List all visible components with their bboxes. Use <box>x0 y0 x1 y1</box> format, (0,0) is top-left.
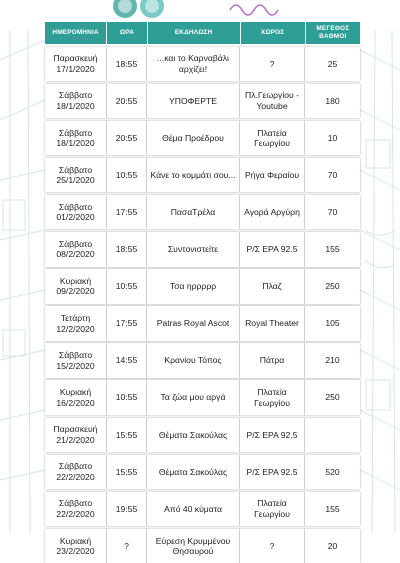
cell-event: ΠασαΤρέλα <box>147 195 240 230</box>
table-header <box>45 22 360 44</box>
table-row <box>45 269 360 304</box>
cell-day-name: Σάββατο <box>58 461 93 472</box>
cell-venue: Ρήγα Φεραίου <box>240 158 305 193</box>
cell-size: 155 <box>325 503 340 514</box>
cell-date-value: 22/2/2020 <box>56 508 95 519</box>
cell-time: 10:55 <box>107 158 147 193</box>
cell-day-name: Σάββατο <box>58 164 93 175</box>
cell-day-name: Κυριακή <box>59 275 92 286</box>
cell-date <box>45 232 107 267</box>
table-row <box>45 232 360 267</box>
cell-day-name: Παρασκευή <box>53 424 98 435</box>
cell-day-name: Σάββατο <box>58 90 93 101</box>
cell-size: 20 <box>327 540 338 551</box>
cell-date-value: 23/2/2020 <box>56 546 95 557</box>
cell-venue: Ρ/Σ ΕΡΑ 92.5 <box>240 418 305 453</box>
cell-date <box>45 418 107 453</box>
cell-date-value: 17/1/2020 <box>56 63 95 74</box>
cell-event: Θέματα Σακούλας <box>147 455 240 490</box>
cell-size: 210 <box>325 355 340 366</box>
cell-date <box>45 492 107 527</box>
cell-date-value: 18/1/2020 <box>56 138 95 149</box>
cell-date <box>45 529 107 563</box>
cell-time: 10:55 <box>107 269 147 304</box>
cell-time: 14:55 <box>107 343 147 378</box>
cell-time: 15:55 <box>107 455 147 490</box>
cell-event: ...και το Καρναβάλι αρχίζει! <box>147 47 240 82</box>
cell-event: Patras Royal Ascot <box>147 306 240 341</box>
cell-size: 70 <box>327 169 338 180</box>
cell-day-name: Σάββατο <box>58 127 93 138</box>
header-size: ΜΕΓΕΘΟΣ ΒΑΘΜΟΙ <box>316 25 350 40</box>
cell-event: Τσα ηρρρρρ <box>147 269 240 304</box>
cell-time: 18:55 <box>107 47 147 82</box>
cell-event: Θέμα Προέδρου <box>147 121 240 156</box>
cell-size: 155 <box>325 244 340 255</box>
cell-date-value: 15/2/2020 <box>56 360 95 371</box>
cell-size: 180 <box>325 95 340 106</box>
cell-day-name: Σάββατο <box>58 238 93 249</box>
cell-date <box>45 269 107 304</box>
cell-date <box>45 455 107 490</box>
table-row <box>45 121 360 156</box>
cell-venue: Αγορά Αργύρη <box>240 195 305 230</box>
cell-venue: Πλαζ <box>240 269 305 304</box>
cell-day-name: Σάββατο <box>58 201 93 212</box>
cell-event: Από 40 κύματα <box>147 492 240 527</box>
table-row <box>45 343 360 378</box>
cell-date-value: 22/2/2020 <box>56 471 95 482</box>
table-row <box>45 492 360 527</box>
cell-date-value: 01/2/2020 <box>56 212 95 223</box>
table-row <box>45 158 360 193</box>
header-venue: ΧΩΡΟΣ <box>241 22 306 44</box>
cell-day-name: Κυριακή <box>59 387 92 398</box>
cell-time: 17:55 <box>107 306 147 341</box>
cell-venue: Πλατεία Γεωργίου <box>240 492 305 527</box>
cell-time: 17:55 <box>107 195 147 230</box>
cell-date-value: 21/2/2020 <box>56 434 95 445</box>
cell-date-value: 25/1/2020 <box>56 175 95 186</box>
cell-date <box>45 84 107 119</box>
cell-date <box>45 158 107 193</box>
table-row <box>45 195 360 230</box>
table-row <box>45 84 360 119</box>
cell-date <box>45 195 107 230</box>
cell-time: 18:55 <box>107 232 147 267</box>
cell-day-name: Παρασκευή <box>53 53 98 64</box>
cell-event: Εύρεση Κρυμμένου Θησαυρού <box>147 529 240 563</box>
cell-time: 19:55 <box>107 492 147 527</box>
header-date: ΗΜΕΡΟΜΗΝΙΑ <box>45 22 107 44</box>
cell-size: 250 <box>325 281 340 292</box>
cell-venue: Πάτρα <box>240 343 305 378</box>
cell-venue: ? <box>240 529 305 563</box>
signature-scribble <box>230 5 278 15</box>
cell-event: Συντονιστείτε <box>147 232 240 267</box>
cell-size: 70 <box>327 206 338 217</box>
cell-size: 105 <box>325 318 340 329</box>
cell-event: Θέματα Σακούλας <box>147 418 240 453</box>
table-row <box>45 47 360 82</box>
cell-size: 250 <box>325 392 340 403</box>
cell-date <box>45 343 107 378</box>
cell-time: 15:55 <box>107 418 147 453</box>
cell-venue: Πλατεία Γεωργίου <box>240 121 305 156</box>
cell-day-name: Κυριακή <box>59 535 92 546</box>
table-row <box>45 306 360 341</box>
cell-venue: ? <box>240 47 305 82</box>
cell-time: ? <box>107 529 147 563</box>
cell-date-value: 09/2/2020 <box>56 286 95 297</box>
header-time: ΩΡΑ <box>107 22 147 44</box>
cell-date-value: 08/2/2020 <box>56 249 95 260</box>
cell-size: 10 <box>327 132 338 143</box>
cell-event: Κρανίου Τόπος <box>147 343 240 378</box>
cell-time: 20:55 <box>107 121 147 156</box>
table-row <box>45 455 360 490</box>
table-row <box>45 418 360 453</box>
cell-event: ΥΠΟΦΕΡΤΕ <box>147 84 240 119</box>
cell-date <box>45 47 107 82</box>
table-body <box>45 44 360 563</box>
cell-event: Κάνε το κομμάτι σου... <box>147 158 240 193</box>
header-event: ΕΚΔΗΛΩΣΗ <box>148 22 241 44</box>
cell-venue: Πλατεία Γεωργίου <box>240 380 305 415</box>
cell-time: 20:55 <box>107 84 147 119</box>
cell-event: Τα ζώα μου αργά <box>147 380 240 415</box>
cell-size <box>305 418 360 453</box>
cell-venue: Ρ/Σ ΕΡΑ 92.5 <box>240 232 305 267</box>
cell-time: 10:55 <box>107 380 147 415</box>
cell-date-value: 16/2/2020 <box>56 397 95 408</box>
table-row <box>45 380 360 415</box>
header-decoration <box>0 0 400 22</box>
cell-size: 520 <box>325 466 340 477</box>
cell-venue: Ρ/Σ ΕΡΑ 92.5 <box>240 455 305 490</box>
cell-date-value: 18/1/2020 <box>56 100 95 111</box>
cell-size: 25 <box>327 58 338 69</box>
cell-date <box>45 306 107 341</box>
cell-date <box>45 380 107 415</box>
cell-venue: Royal Theater <box>240 306 305 341</box>
cell-day-name: Σάββατο <box>58 350 93 361</box>
cell-venue: Πλ.Γεωργίου - Youtube <box>240 84 305 119</box>
schedule-table <box>45 22 360 563</box>
cell-day-name: Σάββατο <box>58 498 93 509</box>
cell-date-value: 12/2/2020 <box>56 323 95 334</box>
table-row <box>45 529 360 563</box>
cell-date <box>45 121 107 156</box>
cell-day-name: Τετάρτη <box>60 313 91 323</box>
